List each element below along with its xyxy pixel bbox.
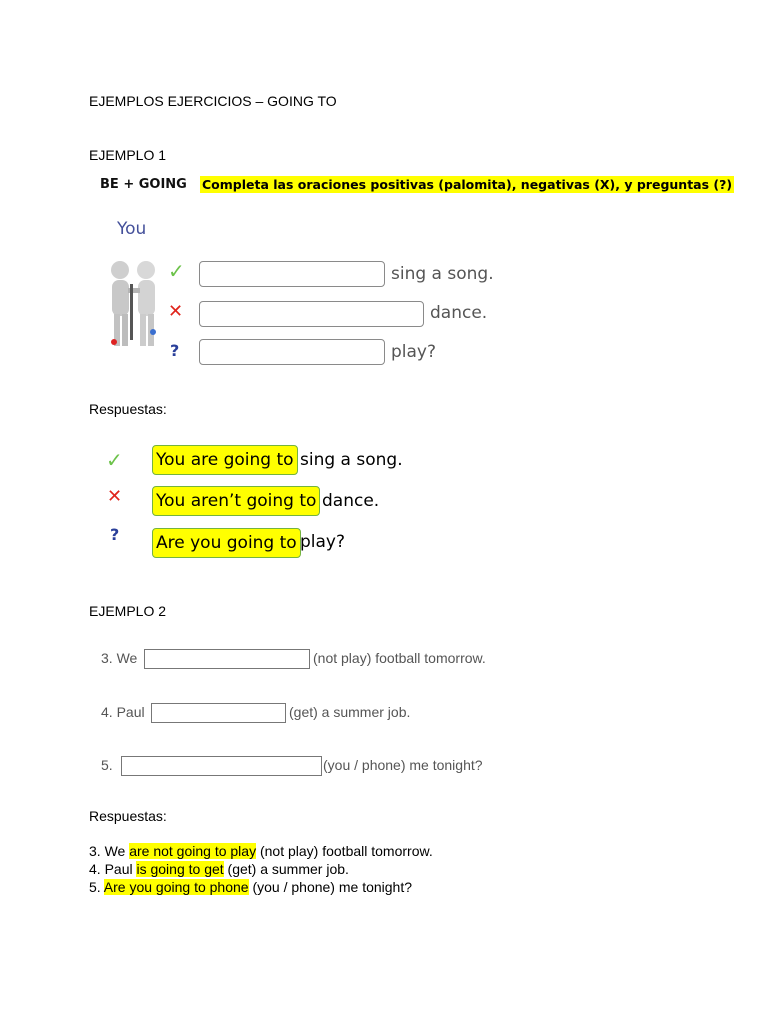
line4-tail: (get) a summer job. xyxy=(223,861,349,877)
row3-text: play? xyxy=(391,342,437,362)
item4-tail: (get) a summer job. xyxy=(289,704,411,720)
item3-tail: (not play) football tomorrow. xyxy=(313,650,486,666)
line4-answer: is going to get xyxy=(136,861,224,877)
cross-icon: ✕ xyxy=(168,301,184,322)
answer-3: Are you going to xyxy=(152,528,301,558)
answer-2: You aren’t going to xyxy=(152,486,320,516)
item4-prefix: 4. Paul xyxy=(101,704,145,720)
item5-tail: (you / phone) me tonight? xyxy=(323,757,483,773)
line5-prefix: 5. xyxy=(89,879,104,895)
item5-prefix: 5. xyxy=(101,757,113,773)
answer-line-5 xyxy=(89,878,412,896)
item3-prefix: 3. We xyxy=(101,650,138,666)
line5-answer: Are you going to phone xyxy=(103,879,249,895)
be-going-tag: BE + GOING xyxy=(100,177,187,192)
respuestas1-label: Respuestas: xyxy=(89,401,167,417)
page-title: EJEMPLOS EJERCICIOS – GOING TO xyxy=(89,93,337,109)
answer-line-3 xyxy=(89,842,433,860)
ejemplo1-heading: EJEMPLO 1 xyxy=(89,147,167,163)
figures-illustration xyxy=(104,258,164,354)
line5-tail: (you / phone) me tonight? xyxy=(248,879,413,895)
answer-line-4 xyxy=(89,860,349,878)
item3-field[interactable] xyxy=(144,649,310,669)
check-icon: ✓ xyxy=(168,259,185,283)
instruction: Completa las oraciones positivas (palomita), negativas (X), y preguntas (?) xyxy=(202,177,733,192)
row2-text: dance. xyxy=(430,303,488,323)
check-icon: ✓ xyxy=(106,448,123,472)
answer-field-2[interactable] xyxy=(199,301,424,327)
respuestas2-label: Respuestas: xyxy=(89,808,167,824)
question-icon: ? xyxy=(170,341,180,360)
question-icon: ? xyxy=(110,525,120,544)
answer-1: You are going to xyxy=(152,445,298,475)
subject-you: You xyxy=(117,219,147,239)
line3-tail: (not play) football tomorrow. xyxy=(256,843,433,859)
line3-prefix: 3. We xyxy=(89,843,130,859)
row1-text: sing a song. xyxy=(391,264,494,284)
item4-field[interactable] xyxy=(151,703,286,723)
answer-3-tail: play? xyxy=(300,532,346,552)
answer-1-tail: sing a song. xyxy=(300,450,403,470)
answer-field-1[interactable] xyxy=(199,261,385,287)
line4-prefix: 4. Paul xyxy=(89,861,137,877)
answer-field-3[interactable] xyxy=(199,339,385,365)
item5-field[interactable] xyxy=(121,756,322,776)
ejemplo2-heading: EJEMPLO 2 xyxy=(89,603,167,619)
line3-answer: are not going to play xyxy=(129,843,257,859)
cross-icon: ✕ xyxy=(107,486,123,507)
answer-2-tail: dance. xyxy=(322,491,380,511)
